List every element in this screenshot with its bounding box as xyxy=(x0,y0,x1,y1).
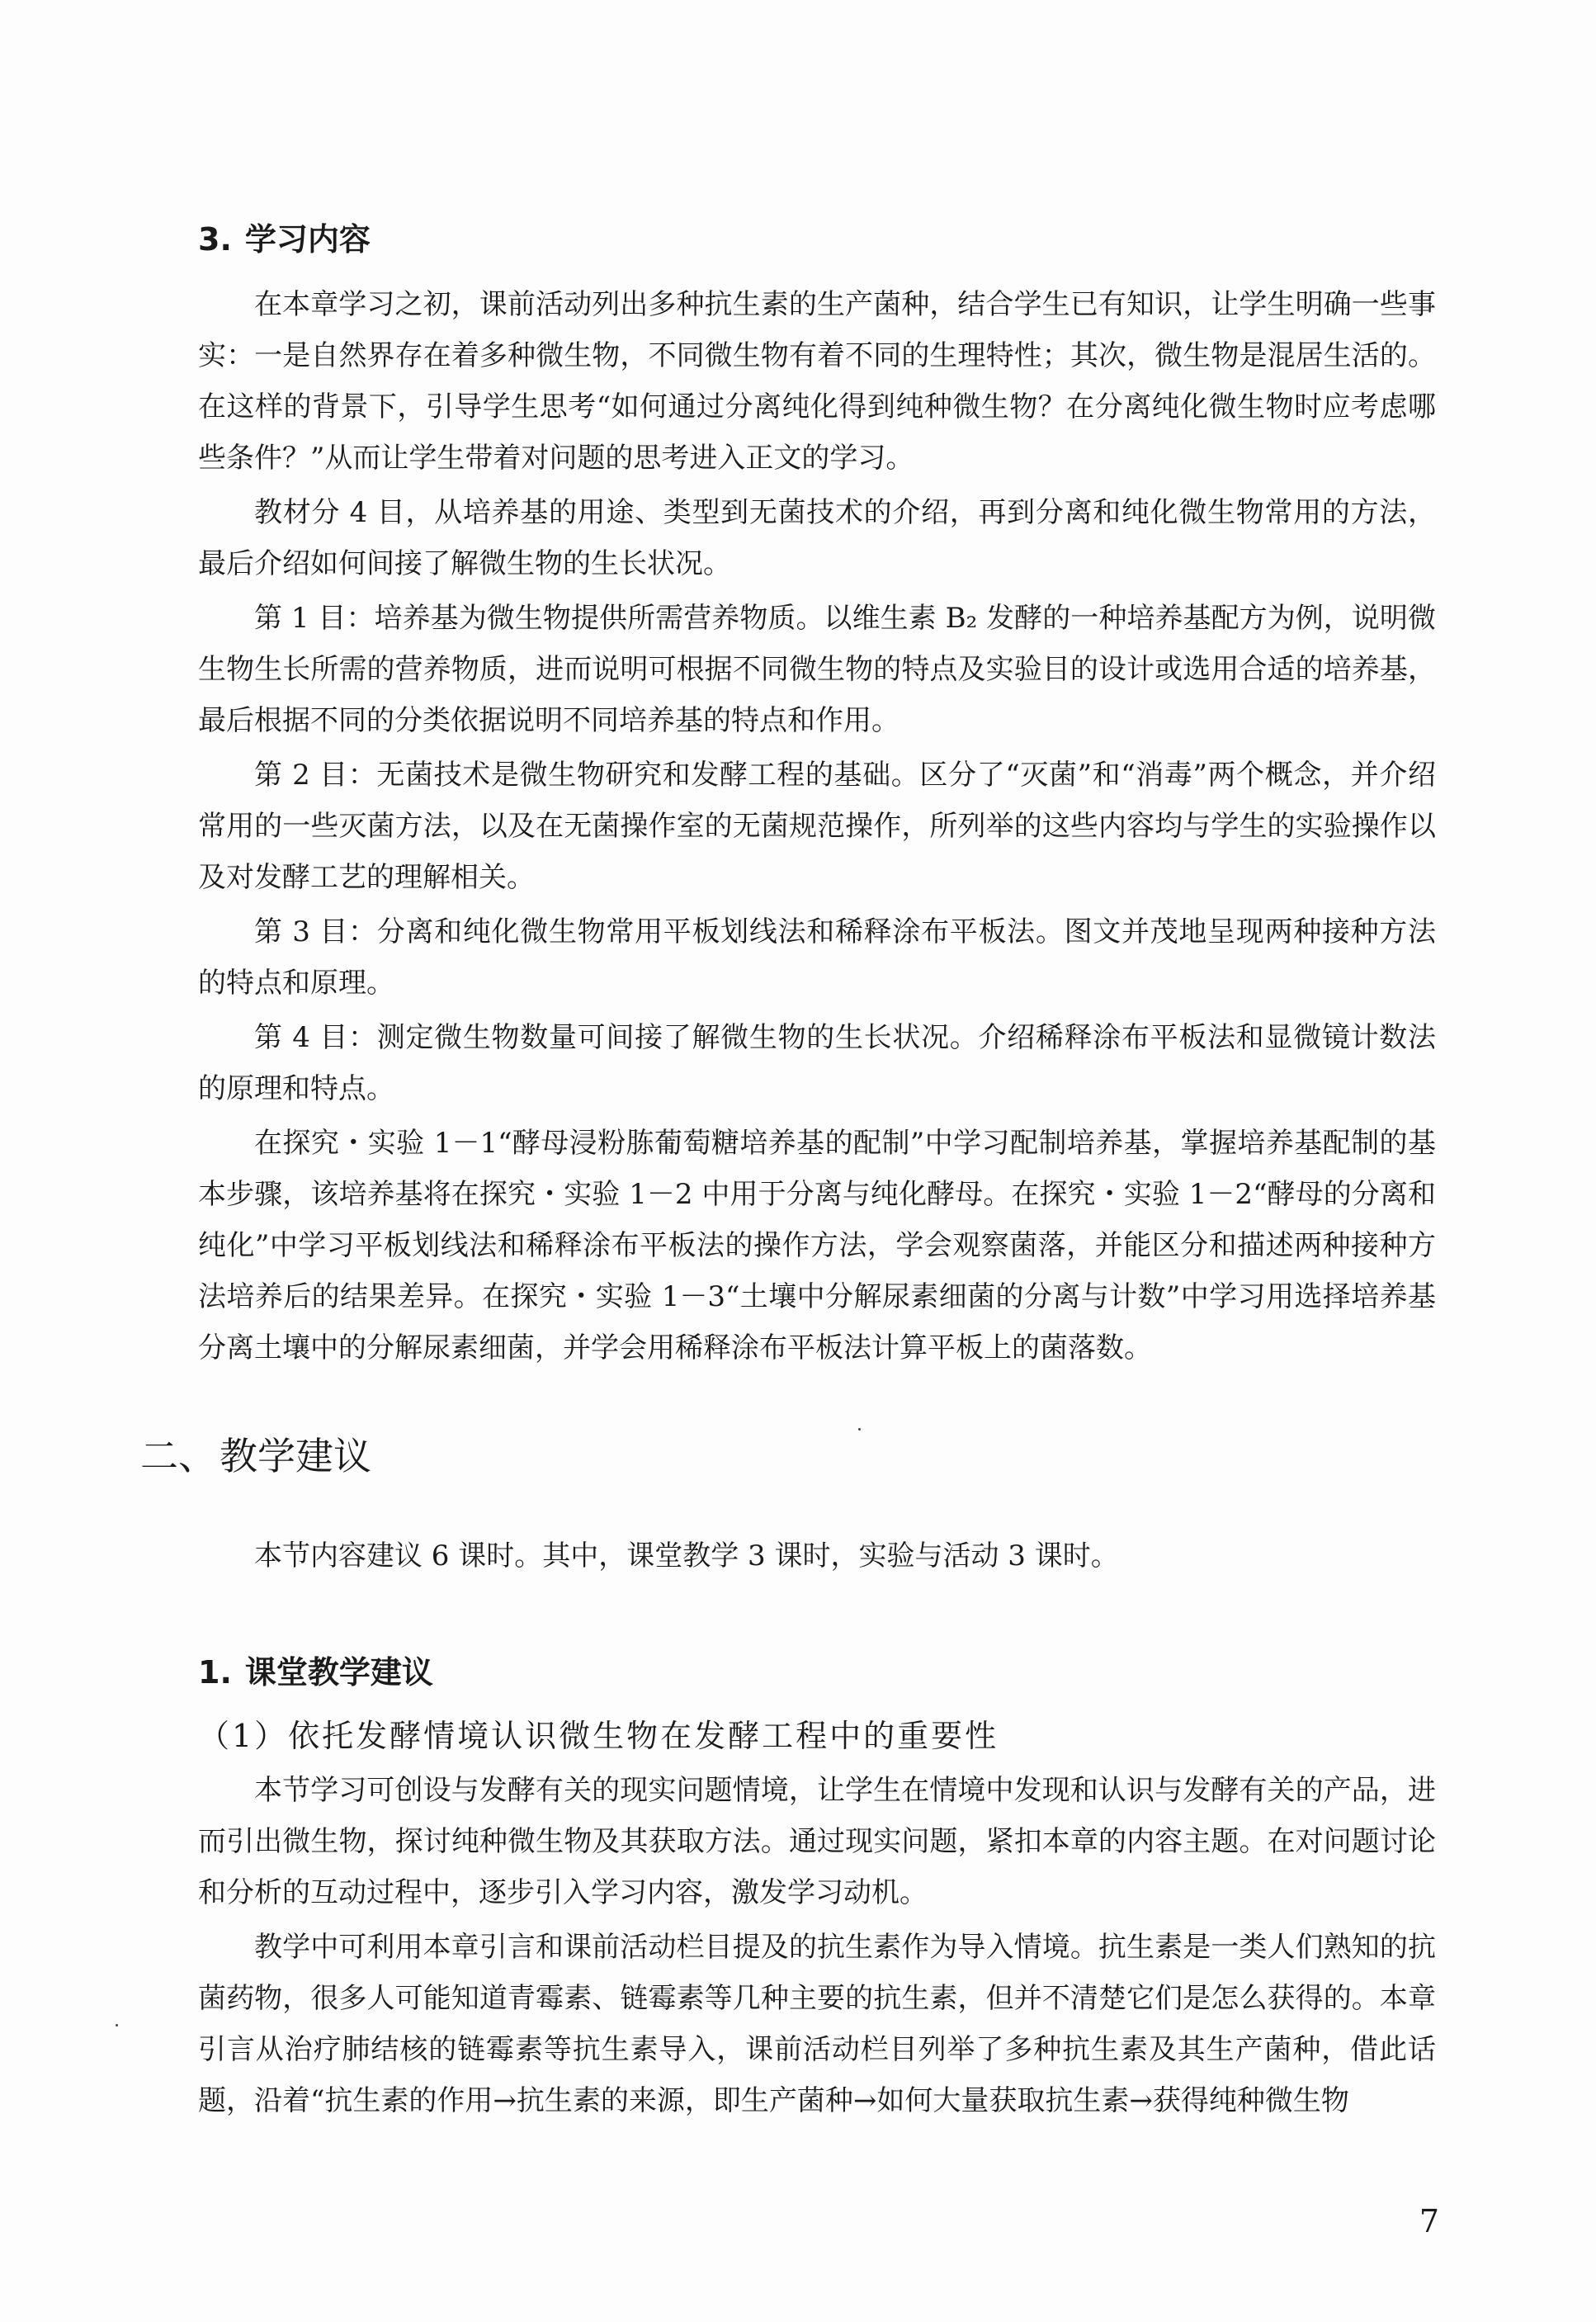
scan-speck xyxy=(858,1428,861,1431)
section-two-number: 二、 xyxy=(140,1434,216,1478)
subsection-1-paragraph-1: 本节学习可创设与发酵有关的现实问题情境，让学生在情境中发现和认识与发酵有关的产品，进而引出微生物，探讨纯种微生物及其获取方法。通过现实问题，紧扣本章的内容主题。在对问题讨论和分析的互动过程中，逐步引入学习内容，激发学习动机。 xyxy=(198,1774,1436,1909)
section-3-paragraph-4: 第 2 目：无菌技术是微生物研究和发酵工程的基础。区分了“灭菌”和“消毒”两个概念，并介绍常用的一些灭菌方法，以及在无菌操作室的无菌规范操作，所列举的这些内容均与学生的实验操作以及对发酵工艺的理解相关。 xyxy=(198,759,1436,894)
section-3-paragraph-1: 在本章学习之初，课前活动列出多种抗生素的生产菌种，结合学生已有知识，让学生明确一些事实：一是自然界存在着多种微生物，不同微生物有着不同的生理特性；其次，微生物是混居生活的。在这样的背景下，引导学生思考“如何通过分离纯化得到纯种微生物？在分离纯化微生物时应考虑哪些条件？”从而让学生带着对问题的思考进入正文的学习。 xyxy=(198,288,1436,475)
subsection-1-title: 课堂教学建议 xyxy=(244,1654,433,1691)
item-1-title: （1）依托发酵情境认识微生物在发酵工程中的重要性 xyxy=(198,1718,999,1754)
subsection-1-heading xyxy=(198,1649,1436,1695)
subsection-1-number: 1. xyxy=(198,1654,232,1691)
section-3-paragraph-3: 第 1 目：培养基为微生物提供所需营养物质。以维生素 B₂ 发酵的一种培养基配方为例，说明微生物生长所需的营养物质，进而说明可根据不同微生物的特点及实验目的设计或选用合适的培养基，最后根据不同的分类依据说明不同培养基的特点和作用。 xyxy=(198,602,1436,737)
section-3-paragraph-2: 教材分 4 目，从培养基的用途、类型到无菌技术的介绍，再到分离和纯化微生物常用的方法，最后介绍如何间接了解微生物的生长状况。 xyxy=(198,496,1436,580)
section-two-heading xyxy=(140,1430,1436,1483)
page-number: 7 xyxy=(1419,2203,1439,2239)
subsection-1-paragraph-2: 教学中可利用本章引言和课前活动栏目提及的抗生素作为导入情境。抗生素是一类人们熟知的抗菌药物，很多人可能知道青霉素、链霉素等几种主要的抗生素，但并不清楚它们是怎么获得的。本章引言从治疗肺结核的链霉素等抗生素导入，课前活动栏目列举了多种抗生素及其生产菌种，借此话题，沿着“抗生素的作用→抗生素的来源，即生产菌种→如何大量获取抗生素→获得纯种微生物 xyxy=(198,1931,1436,2117)
section-3-heading xyxy=(198,216,1436,262)
section-3-number: 3. xyxy=(198,221,232,258)
section-3-title: 学习内容 xyxy=(244,221,371,258)
section-3-paragraph-7: 在探究・实验 1－1“酵母浸粉胨葡萄糖培养基的配制”中学习配制培养基，掌握培养基配制的基本步骤，该培养基将在探究・实验 1－2 中用于分离与纯化酵母。在探究・实验 1－2“酵母的分离和纯化”中学习平板划线法和稀释涂布平板法的操作方法，学会观察菌落，并能区分和描述两种接种方法培养后的结果差异。在探究・实验 1－3“土壤中分解尿素细菌的分离与计数”中学习用选择培养基分离土壤中的分解尿素细菌，并学会用稀释涂布平板法计算平板上的菌落数。 xyxy=(198,1127,1436,1364)
section-3-paragraph-6: 第 4 目：测定微生物数量可间接了解微生物的生长状况。介绍稀释涂布平板法和显微镜计数法的原理和特点。 xyxy=(198,1021,1436,1105)
section-two-title: 教学建议 xyxy=(220,1434,371,1478)
section-two-intro: 本节内容建议 6 课时。其中，课堂教学 3 课时，实验与活动 3 课时。 xyxy=(254,1539,1119,1572)
scan-speck xyxy=(116,2024,118,2026)
page-content xyxy=(140,216,1436,2130)
section-3-paragraph-5: 第 3 目：分离和纯化微生物常用平板划线法和稀释涂布平板法。图文并茂地呈现两种接种方法的特点和原理。 xyxy=(198,915,1436,1000)
